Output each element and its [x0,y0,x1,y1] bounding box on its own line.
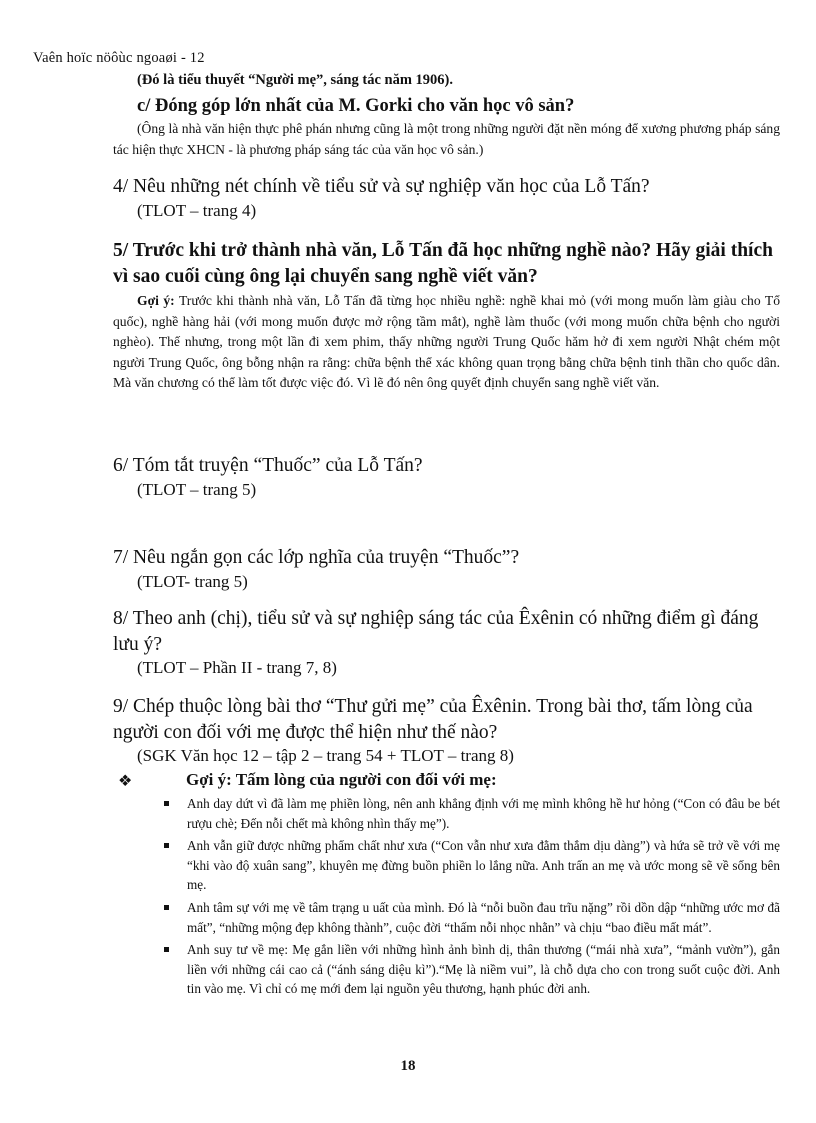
diamond-bullet-icon: ❖ [118,773,133,790]
list-item: Anh suy tư về mẹ: Mẹ gắn liền với những hình ảnh bình dị, thân thương (“mái nhà xưa”, “mảnh vườn”), gắn liền với những cái cao cả (“ánh sáng diệu kì”).“Mẹ là niềm vui”, là chỗ dựa cho con trong suốt cuộc đời. Anh tin vào mẹ. Vì chỉ có mẹ mới đem lại nguồn yêu thương, hạnh phúc đời anh. [160,940,780,999]
square-bullet-icon [164,905,169,910]
hint-5 [113,291,780,394]
question-c: c/ Đóng góp lớn nhất của M. Gorki cho văn học vô sản? [137,96,575,116]
question-4: 4/ Nêu những nét chính về tiểu sử và sự nghiệp văn học của Lỗ Tấn? [113,176,650,197]
note-novel: (Đó là tiểu thuyết “Người mẹ”, sáng tác năm 1906). [137,72,453,88]
ref-9: (SGK Văn học 12 – tập 2 – trang 54 + TLOT – trang 8) [137,746,514,765]
square-bullet-icon [164,947,169,952]
page-number: 18 [400,1058,416,1074]
hint-5-label: Gợi ý: [137,293,175,308]
hint-9-list [160,794,780,1002]
question-9: 9/ Chép thuộc lòng bài thơ “Thư gửi mẹ” của Êxênin. Trong bài thơ, tấm lòng của người con đối với mẹ được thể hiện như thế nào? [113,696,753,743]
ref-8: (TLOT – Phần II - trang 7, 8) [137,658,337,677]
question-6: 6/ Tóm tắt truyện “Thuốc” của Lỗ Tấn? [113,455,423,476]
hint-9-title: Gợi ý: Tấm lòng của người con đối với mẹ: [186,770,497,789]
question-7: 7/ Nêu ngắn gọn các lớp nghĩa của truyện “Thuốc”? [113,547,520,568]
hint-5-text: Trước khi thành nhà văn, Lỗ Tấn đã từng học nhiều nghề: nghề khai mỏ (với mong muốn làm giàu cho Tổ quốc), nghề hàng hải (với mong muốn được mở rộng tầm mắt), nghề làm thuốc (với mong muốn chữa bệnh cho người nghèo). Thế nhưng, trong một lần đi xem phim, thấy những người Trung Quốc hăm hở đi xem người Nhật chém một người Trung Quốc, ông bỗng nhận ra rằng: chữa bệnh thể xác không quan trọng bằng chữa bệnh tinh thần cho quốc dân. Mà văn chương có thể làm tốt được việc đó. Vì lẽ đó nên ông quyết định chuyển sang nghề viết văn. [113,293,781,390]
answer-c: (Ông là nhà văn hiện thực phê phán nhưng cũng là một trong những người đặt nền móng để xương phương pháp sáng tác hiện thực XHCN - là phương pháp sáng tác của văn học vô sản.) [113,121,780,157]
ref-6: (TLOT – trang 5) [137,480,257,499]
question-5: 5/ Trước khi trở thành nhà văn, Lỗ Tấn đã học những nghề nào? Hãy giải thích vì sao cuối cùng ông lại chuyển sang nghề viết văn? [113,240,773,287]
ref-4: (TLOT – trang 4) [137,201,257,220]
page-header: Vaên hoïc nöôùc ngoaøi - 12 [33,50,205,66]
question-8: 8/ Theo anh (chị), tiểu sử và sự nghiệp sáng tác của Êxênin có những điểm gì đáng lưu ý? [113,608,759,655]
list-item: Anh day dứt vì đã làm mẹ phiền lòng, nên anh khẳng định với mẹ mình không hề hư hỏng (“Con có đâu be bét rượu chè; Đến nỗi chết mà không nhìn thấy mẹ”). [160,794,780,833]
square-bullet-icon [164,801,169,806]
square-bullet-icon [164,843,169,848]
list-item: Anh vẫn giữ được những phẩm chất như xưa (“Con vẫn như xưa đằm thắm dịu dàng”) và hứa sẽ trở về với mẹ “khi vào độ xuân sang”, khuyên mẹ đừng buồn phiền lo lắng nữa. Anh trấn an mẹ và ước mong sẽ về sống bên mẹ. [160,836,780,895]
list-item: Anh tâm sự với mẹ về tâm trạng u uất của mình. Đó là “nỗi buồn đau trĩu nặng” rồi dồn dập “những ước mơ đã mất”, “những mộng đẹp không thành”, cuộc đời “thấm nỗi nhọc nhằn” và chịu “bao điều mất mát”. [160,898,780,937]
ref-7: (TLOT- trang 5) [137,572,248,591]
